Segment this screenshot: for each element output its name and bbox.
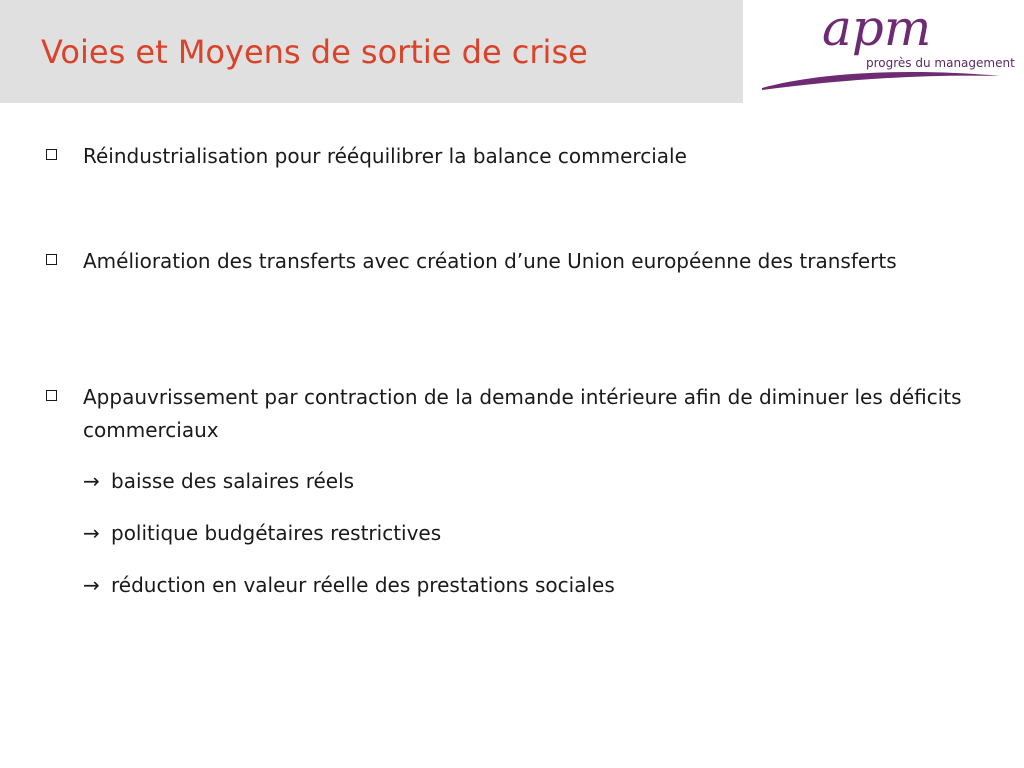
- sub-item-text: réduction en valeur réelle des prestations sociales: [111, 573, 615, 597]
- slide-title: Voies et Moyens de sortie de crise: [41, 33, 588, 71]
- checkbox-icon: [46, 390, 57, 401]
- sub-item: [83, 517, 441, 550]
- sub-item-text: politique budgétaires restrictives: [111, 521, 442, 545]
- apm-logo: [760, 0, 1015, 96]
- checkbox-icon: [46, 149, 57, 160]
- arrow-right-icon: →: [83, 469, 100, 493]
- checkbox-icon: [46, 254, 57, 265]
- bullet-text: Amélioration des transferts avec création d’une Union européenne des transferts: [83, 249, 897, 273]
- sub-item-text: baisse des salaires réels: [111, 469, 355, 493]
- bullet-text: Réindustrialisation pour rééquilibrer la balance commerciale: [83, 144, 687, 168]
- sub-item: [83, 569, 615, 602]
- arrow-right-icon: →: [83, 573, 100, 597]
- sub-item: [83, 465, 354, 498]
- logo-tagline: progrès du management: [866, 56, 1015, 70]
- bullet-text: Appauvrissement par contraction de la demande intérieure afin de diminuer les déficits commerciaux: [83, 385, 962, 442]
- logo-wordmark: apm: [822, 0, 932, 57]
- title-band: [0, 0, 743, 103]
- arrow-right-icon: →: [83, 521, 100, 545]
